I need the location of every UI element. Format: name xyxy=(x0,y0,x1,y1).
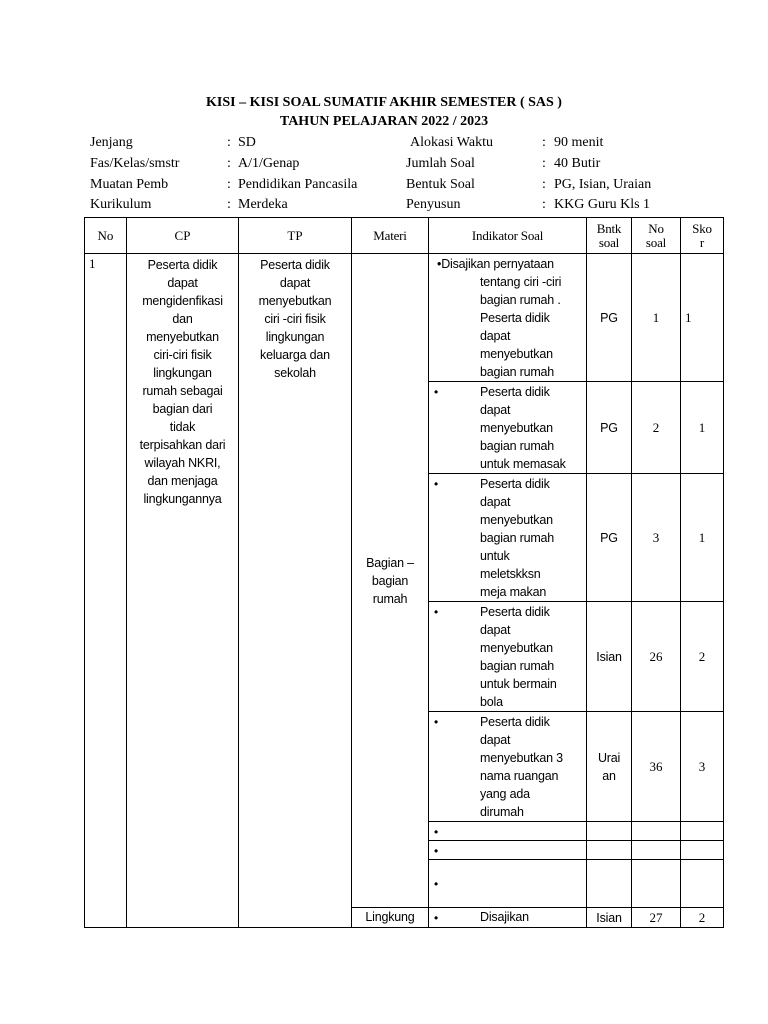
bentuk-soal-cell: PG xyxy=(587,254,632,382)
meta-label-alokasi: Alokasi Waktu xyxy=(410,135,493,150)
meta-sep: : xyxy=(542,156,546,171)
meta-label-kurikulum: Kurikulum xyxy=(90,197,152,212)
meta-sep: : xyxy=(227,197,231,212)
bullet-icon: • xyxy=(437,257,442,271)
bullet-icon: • xyxy=(434,825,439,839)
meta-value-penyusun: KKG Guru Kls 1 xyxy=(554,197,651,212)
bentuk-soal-cell xyxy=(587,822,632,841)
indikator-cell: • Peserta didik dapat menyebutkan 3 nama ruangan yang ada dirumah xyxy=(429,712,587,822)
meta-label-kelas: Fas/Kelas/smstr xyxy=(90,156,180,171)
bentuk-soal-cell: Isian xyxy=(587,602,632,712)
bentuk-soal-cell: Urai an xyxy=(587,712,632,822)
meta-value-alokasi: 90 menit xyxy=(554,135,604,150)
skor-cell xyxy=(681,841,724,860)
indikator-cell: • Peserta didik dapat menyebutkan bagian rumah untuk meletskksn meja makan xyxy=(429,474,587,602)
indikator-cell: •Disajikan pernyataan tentang ciri -ciri bagian rumah . Peserta didik dapat menyebutkan bagian rumah xyxy=(429,254,587,382)
meta-value-jumlah: 40 Butir xyxy=(554,156,601,171)
header-no: No xyxy=(85,218,127,254)
table-header-row xyxy=(85,218,724,254)
meta-value-kelas: A/1/Genap xyxy=(238,156,300,171)
header-bentuk-soal: Bntk soal xyxy=(587,218,632,254)
meta-sep: : xyxy=(542,197,546,212)
no-soal-cell: 2 xyxy=(632,382,681,474)
skor-cell xyxy=(681,860,724,908)
header-skor: Sko r xyxy=(681,218,724,254)
kisi-table xyxy=(84,217,724,928)
no-soal-cell xyxy=(632,860,681,908)
no-soal-cell: 1 xyxy=(632,254,681,382)
document-title: KISI – KISI SOAL SUMATIF AKHIR SEMESTER ( SAS ) xyxy=(206,95,562,110)
meta-label-penyusun: Penyusun xyxy=(406,197,461,212)
header-tp: TP xyxy=(239,218,352,254)
meta-value-bentuk: PG, Isian, Uraian xyxy=(554,177,652,192)
materi-cell: Bagian – bagian rumah xyxy=(352,254,429,908)
header-materi: Materi xyxy=(352,218,429,254)
skor-cell: 1 xyxy=(681,474,724,602)
bullet-icon: • xyxy=(434,844,439,858)
meta-label-bentuk: Bentuk Soal xyxy=(406,177,475,192)
bullet-icon: • xyxy=(434,477,439,491)
header-no-soal: No soal xyxy=(632,218,681,254)
no-soal-cell: 3 xyxy=(632,474,681,602)
header-indikator: Indikator Soal xyxy=(429,218,587,254)
skor-cell: 1 xyxy=(681,254,724,382)
meta-sep: : xyxy=(542,177,546,192)
no-soal-cell: 27 xyxy=(632,908,681,928)
meta-sep: : xyxy=(227,156,231,171)
bullet-icon: • xyxy=(434,877,439,891)
table-row xyxy=(85,254,724,382)
bentuk-soal-cell: PG xyxy=(587,382,632,474)
header-cp: CP xyxy=(127,218,239,254)
meta-sep: : xyxy=(227,177,231,192)
indikator-cell xyxy=(429,860,587,908)
indikator-cell: • Disajikan xyxy=(429,908,587,928)
indikator-cell: • Peserta didik dapat menyebutkan bagian rumah untuk memasak xyxy=(429,382,587,474)
meta-label-jenjang: Jenjang xyxy=(90,135,133,150)
bentuk-soal-cell: PG xyxy=(587,474,632,602)
no-soal-cell xyxy=(632,841,681,860)
meta-value-muatan: Pendidikan Pancasila xyxy=(238,177,358,192)
bullet-icon: • xyxy=(434,911,439,925)
meta-value-kurikulum: Merdeka xyxy=(238,197,288,212)
bullet-icon: • xyxy=(434,605,439,619)
indikator-cell: • Peserta didik dapat menyebutkan bagian rumah untuk bermain bola xyxy=(429,602,587,712)
skor-cell: 2 xyxy=(681,908,724,928)
meta-label-jumlah: Jumlah Soal xyxy=(406,156,475,171)
bullet-icon: • xyxy=(434,715,439,729)
bentuk-soal-cell xyxy=(587,841,632,860)
skor-cell xyxy=(681,822,724,841)
row-number: 1 xyxy=(85,254,127,928)
meta-value-jenjang: SD xyxy=(238,135,256,150)
tp-cell: Peserta didik dapat menyebutkan ciri -ciri fisik lingkungan keluarga dan sekolah xyxy=(239,254,352,928)
no-soal-cell: 36 xyxy=(632,712,681,822)
meta-label-muatan: Muatan Pemb xyxy=(90,177,169,192)
skor-cell: 2 xyxy=(681,602,724,712)
meta-sep: : xyxy=(227,135,231,150)
indikator-cell xyxy=(429,822,587,841)
materi-cell: Lingkung xyxy=(352,908,429,928)
bentuk-soal-cell xyxy=(587,860,632,908)
meta-sep: : xyxy=(542,135,546,150)
indikator-cell xyxy=(429,841,587,860)
cp-cell: Peserta didik dapat mengidenfikasi dan menyebutkan ciri-ciri fisik lingkungan rumah sebagai bagian dari tidak terpisahkan dari wilayah NKRI, dan menjaga lingkungannya xyxy=(127,254,239,928)
no-soal-cell xyxy=(632,822,681,841)
no-soal-cell: 26 xyxy=(632,602,681,712)
bentuk-soal-cell: Isian xyxy=(587,908,632,928)
bullet-icon: • xyxy=(434,385,439,399)
skor-cell: 3 xyxy=(681,712,724,822)
document-subtitle: TAHUN PELAJARAN 2022 / 2023 xyxy=(279,114,489,129)
skor-cell: 1 xyxy=(681,382,724,474)
